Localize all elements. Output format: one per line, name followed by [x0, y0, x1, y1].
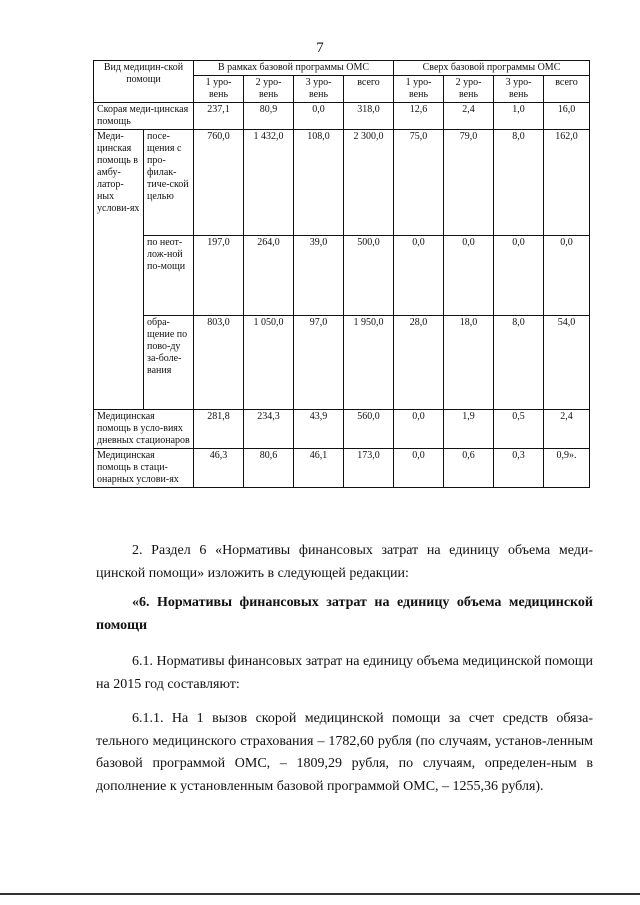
table-cell: 0,0: [444, 236, 494, 316]
table-cell: 43,9: [294, 410, 344, 449]
header-care-type: Вид медицин-ской помощи: [94, 61, 194, 103]
table-cell: 108,0: [294, 130, 344, 236]
table-cell: 0,0: [544, 236, 590, 316]
table-cell: 8,0: [494, 316, 544, 410]
table-cell: 97,0: [294, 316, 344, 410]
table-cell: 0,0: [494, 236, 544, 316]
section-heading: «6. Нормативы финансовых затрат на единицу объема медицинской помощи: [96, 595, 593, 633]
header-total: всего: [344, 76, 394, 103]
table-cell: 2,4: [544, 410, 590, 449]
header-level: 3 уро-вень: [294, 76, 344, 103]
table-cell: 197,0: [194, 236, 244, 316]
table-cell: 0,0: [294, 103, 344, 130]
table-cell: 75,0: [394, 130, 444, 236]
table-cell: 46,1: [294, 449, 344, 488]
table-cell: 18,0: [444, 316, 494, 410]
table-cell: 237,1: [194, 103, 244, 130]
table-cell: 39,0: [294, 236, 344, 316]
table-cell: 28,0: [394, 316, 444, 410]
paragraph-section-6-amendment: 2. Раздел 6 «Нормативы финансовых затрат на единицу объема меди-цинской помощи» изложить в следующей редакции:: [96, 543, 593, 581]
row-sublabel: по неот-лож-ной по-мощи: [144, 236, 194, 316]
table-row-outpatient-disease: [94, 316, 590, 410]
table-cell: 560,0: [344, 410, 394, 449]
table-row-day-hospital: [94, 410, 590, 449]
table-cell: 1 950,0: [344, 316, 394, 410]
table-cell: 1 432,0: [244, 130, 294, 236]
table-row-outpatient-urgent: [94, 236, 590, 316]
header-level: 1 уро-вень: [394, 76, 444, 103]
table-cell: 46,3: [194, 449, 244, 488]
table-cell: 0,6: [444, 449, 494, 488]
table-cell: 80,6: [244, 449, 294, 488]
table-cell: 1 050,0: [244, 316, 294, 410]
row-label: Скорая меди-цинская помощь: [94, 103, 194, 130]
row-label: Медицинская помощь в стаци-онарных услови-ях: [94, 449, 194, 488]
table-cell: 54,0: [544, 316, 590, 410]
table-cell: 12,6: [394, 103, 444, 130]
table-cell: 264,0: [244, 236, 294, 316]
header-level: 3 уро-вень: [494, 76, 544, 103]
table-row-outpatient-prevention: [94, 130, 590, 236]
header-group-basic: В рамках базовой программы ОМС: [194, 61, 394, 76]
row-sublabel: посе-щения с про-филак-тиче-ской целью: [144, 130, 194, 236]
table-cell: 16,0: [544, 103, 590, 130]
table-cell: 1,0: [494, 103, 544, 130]
header-row-groups: [94, 61, 590, 76]
table-cell: 0,9».: [544, 449, 590, 488]
table-cell: 173,0: [344, 449, 394, 488]
row-label: Медицинская помощь в усло-виях дневных стационаров: [94, 410, 194, 449]
table-cell: 80,9: [244, 103, 294, 130]
page-number: 7: [316, 40, 324, 56]
row-sublabel: обра-щение по пово-ду за-боле-вания: [144, 316, 194, 410]
table-cell: 318,0: [344, 103, 394, 130]
table-cell: 2,4: [444, 103, 494, 130]
table-cell: 1,9: [444, 410, 494, 449]
header-level: 1 уро-вень: [194, 76, 244, 103]
table-cell: 162,0: [544, 130, 590, 236]
table-cell: 0,0: [394, 449, 444, 488]
table-row-inpatient: [94, 449, 590, 488]
table-cell: 500,0: [344, 236, 394, 316]
row-label-outpatient: Меди-цинская помощь в амбу-латор-ных услови-ях: [94, 130, 144, 410]
table-cell: 281,8: [194, 410, 244, 449]
bottom-rule: [0, 893, 640, 895]
table-cell: 0,3: [494, 449, 544, 488]
header-total: всего: [544, 76, 590, 103]
table-cell: 79,0: [444, 130, 494, 236]
paragraph-6-1: 6.1. Нормативы финансовых затрат на единицу объема медицинской помощи на 2015 год составляют:: [96, 654, 593, 692]
header-level: 2 уро-вень: [444, 76, 494, 103]
header-group-extra: Сверх базовой программы ОМС: [394, 61, 590, 76]
table-cell: 234,3: [244, 410, 294, 449]
table-cell: 0,0: [394, 236, 444, 316]
table-cell: 0,5: [494, 410, 544, 449]
header-level: 2 уро-вень: [244, 76, 294, 103]
paragraph-6-1-1: 6.1.1. На 1 вызов скорой медицинской помощи за счет средств обяза-тельного медицинского страхования – 1782,60 рубля (по случаям, установ-ленным базовой программой ОМС, – 1809,29 рубля, по случаям, определен-ным в дополнение к установленным базовой программой ОМС, – 1255,36 рубля).: [96, 711, 593, 794]
table-cell: 2 300,0: [344, 130, 394, 236]
table-cell: 803,0: [194, 316, 244, 410]
table-cell: 0,0: [394, 410, 444, 449]
table-row-emergency: [94, 103, 590, 130]
norms-table: [93, 60, 590, 488]
table-cell: 8,0: [494, 130, 544, 236]
table-cell: 760,0: [194, 130, 244, 236]
